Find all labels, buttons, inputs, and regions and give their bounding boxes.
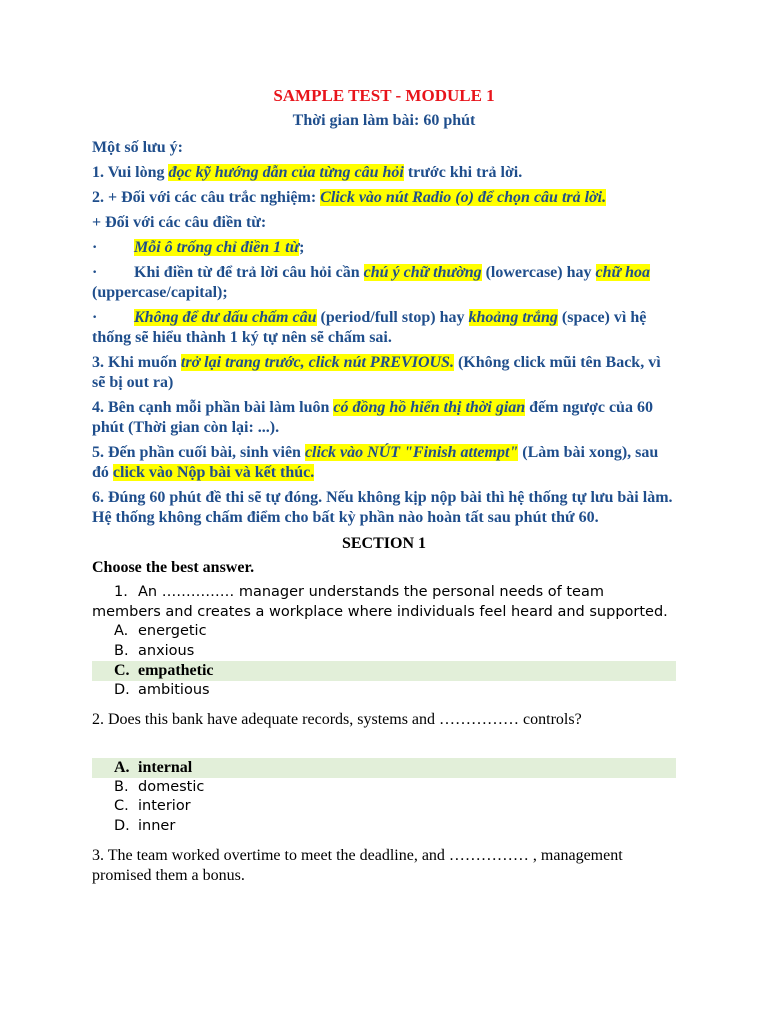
page-subtitle: Thời gian làm bài: 60 phút — [292, 112, 476, 129]
highlight: trở lại trang trước, click nút PREVIOUS. — [180, 354, 454, 371]
question-1 — [92, 583, 676, 700]
option-b[interactable]: B. domestic — [114, 778, 205, 795]
note-2: 2. + Đối với các câu trắc nghiệm: Click vào nút Radio (o) để chọn câu trả lời. — [92, 189, 607, 206]
document-page — [92, 84, 676, 886]
highlight: có đồng hồ hiển thị thời gian — [333, 399, 526, 416]
highlight: click vào Nộp bài và kết thúc. — [112, 464, 315, 481]
bullet-icon: · — [92, 239, 98, 256]
question-3 — [92, 846, 676, 886]
highlight: đọc kỹ hướng dẫn của từng câu hỏi — [168, 164, 404, 181]
note-6: 6. Đúng 60 phút đề thi sẽ tự đóng. Nếu không kịp nộp bài thì hệ thống tự lưu bài làm. Hệ thống không chấm điểm cho bất kỳ phần nào hoàn tất sau phút thứ 60. — [92, 489, 673, 526]
highlight: click vào NÚT "Finish attempt" — [304, 444, 519, 461]
question-2 — [92, 710, 676, 836]
highlight: khoảng trắng — [468, 309, 558, 326]
bullet-1: · Mỗi ô trống chỉ điền 1 từ; — [92, 239, 305, 256]
question-number: 1. — [114, 584, 128, 600]
note-3: 3. Khi muốn trở lại trang trước, click nút PREVIOUS. (Không click mũi tên Back, vì sẽ bị out ra) — [92, 354, 661, 391]
highlight: Click vào nút Radio (o) để chọn câu trả lời. — [320, 189, 607, 206]
note-1: 1. Vui lòng đọc kỹ hướng dẫn của từng câu hỏi trước khi trả lời. — [92, 164, 523, 181]
question-text: 3. The team worked overtime to meet the deadline, and …………… , management promised them a bonus. — [92, 847, 623, 884]
section-title: SECTION 1 — [341, 535, 427, 552]
notes-heading: Một số lưu ý: — [92, 139, 183, 156]
option-c[interactable]: C. interior — [114, 798, 191, 814]
bullet-icon: · — [92, 264, 98, 281]
page-title: SAMPLE TEST - MODULE 1 — [273, 86, 495, 105]
section-instruction: Choose the best answer. — [92, 559, 255, 576]
note-4: 4. Bên cạnh mỗi phần bài làm luôn có đồng hồ hiển thị thời gian đếm ngược của 60 phút (Thời gian còn lại: ...). — [92, 399, 653, 436]
note-2-fill: + Đối với các câu điền từ: — [92, 214, 267, 231]
highlight: chữ hoa — [595, 264, 650, 281]
option-a-correct[interactable]: A. internal — [92, 758, 676, 778]
bullet-icon: · — [92, 309, 98, 326]
option-b[interactable]: B. anxious — [114, 642, 195, 659]
highlight: Mỗi ô trống chỉ điền 1 từ — [134, 239, 300, 256]
question-text: An …………… manager understands the personal needs of team members and creates a workplace where individuals feel heard and supported. — [92, 584, 668, 620]
bullet-3: · Không để dư dấu chấm câu (period/full stop) hay khoảng trắng (space) vì hệ thống sẽ hiểu thành 1 ký tự nên sẽ chấm sai. — [92, 309, 647, 346]
question-text: 2. Does this bank have adequate records, systems and …………… controls? — [92, 711, 582, 728]
bullet-2: · Khi điền từ để trả lời câu hỏi cần chú ý chữ thường (lowercase) hay chữ hoa (uppercase/capital); — [92, 264, 650, 301]
option-a[interactable]: A. energetic — [114, 623, 207, 639]
option-c-correct[interactable]: C. empathetic — [92, 661, 676, 681]
note-5: 5. Đến phần cuối bài, sinh viên click vào NÚT "Finish attempt" (Làm bài xong), sau đó click vào Nộp bài và kết thúc. — [92, 444, 659, 481]
highlight: Không để dư dấu chấm câu — [134, 309, 317, 326]
option-d[interactable]: D. ambitious — [114, 681, 210, 698]
highlight: chú ý chữ thường — [363, 264, 482, 281]
option-d[interactable]: D. inner — [114, 817, 176, 834]
